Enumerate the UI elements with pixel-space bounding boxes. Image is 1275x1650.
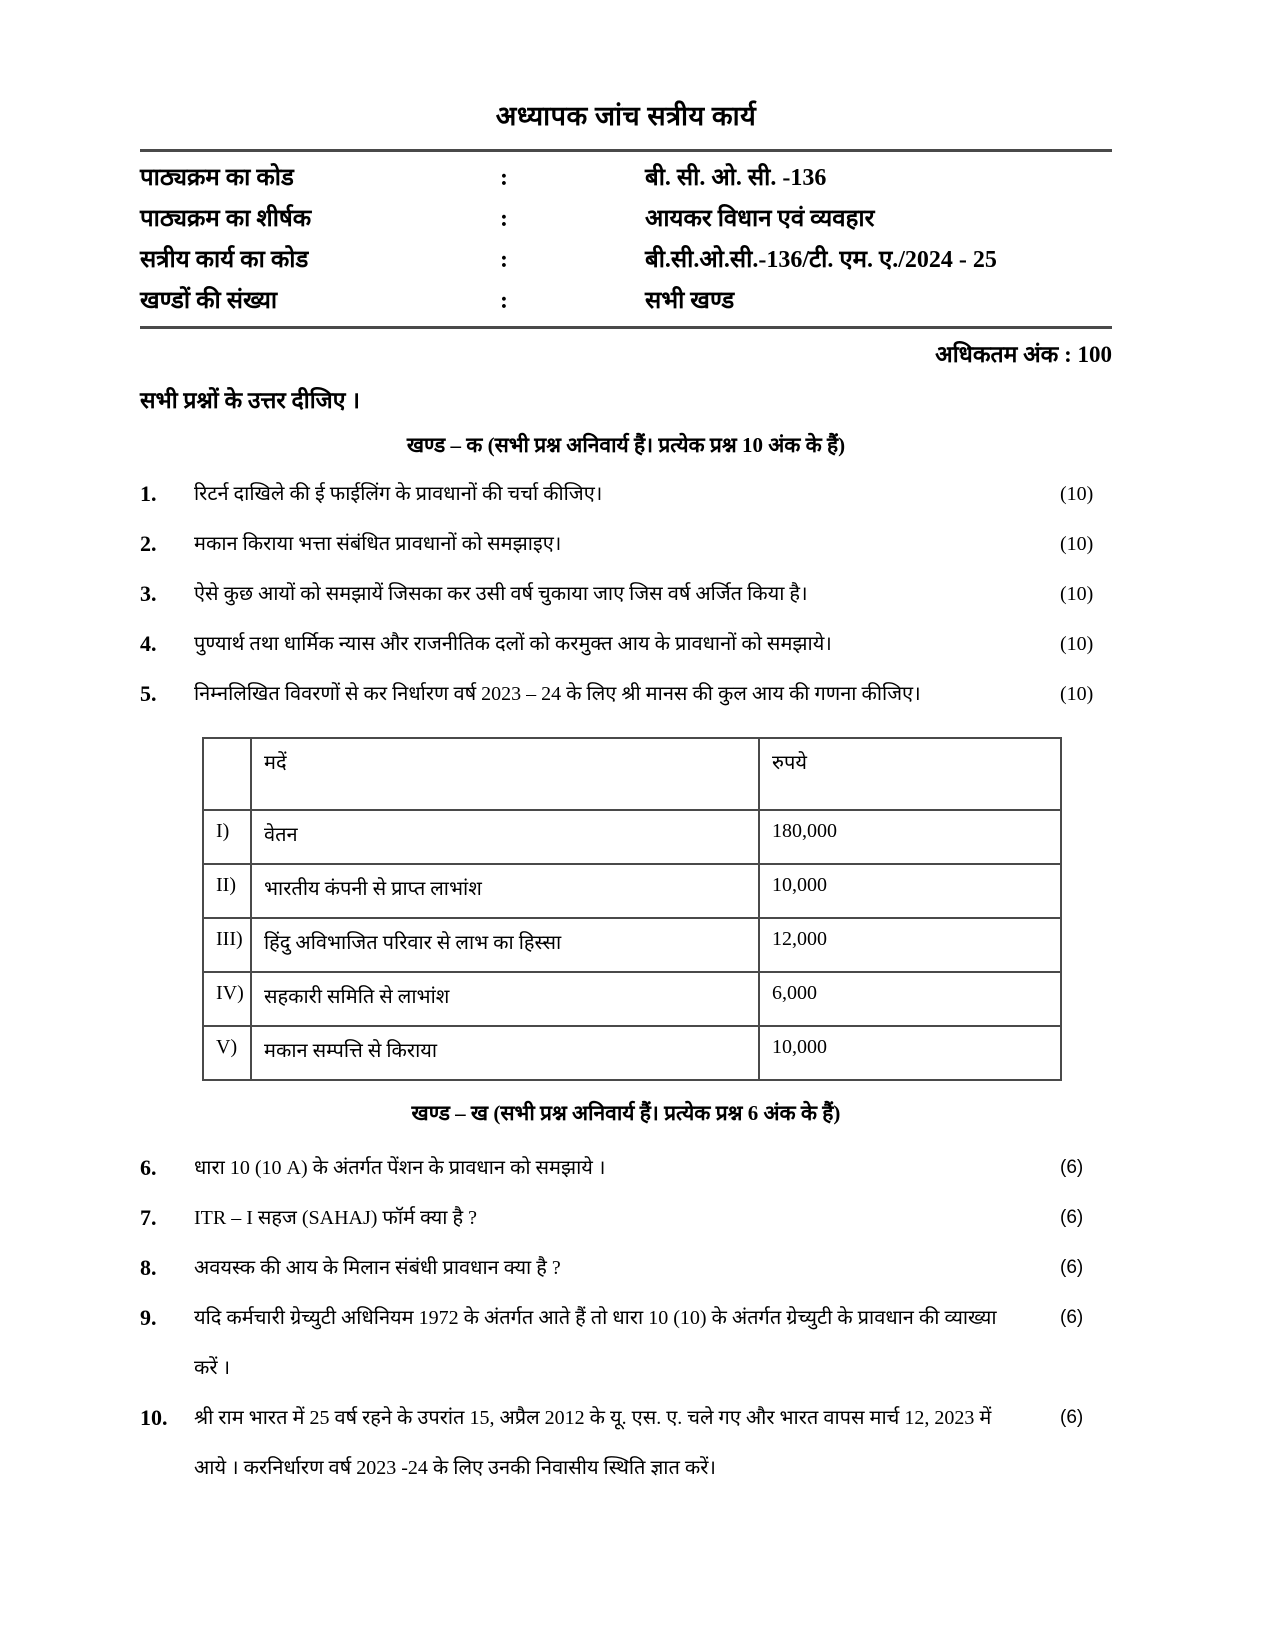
course-info-row	[140, 242, 1112, 283]
row-item: सहकारी समिति से लाभांश	[251, 972, 759, 1026]
row-amount: 180,000	[759, 810, 1061, 864]
question-number: 6.	[140, 1155, 157, 1180]
question-marks: (6)	[1060, 1207, 1084, 1228]
question-row-1	[140, 469, 1112, 519]
row-item: वेतन	[251, 810, 759, 864]
question-text: यदि कर्मचारी ग्रेच्युटी अधिनियम 1972 के अंतर्गत आते हैं तो धारा 10 (10) के अंतर्गत ग्रेच्युटी के प्रावधान की व्याख्या करें ।	[194, 1307, 997, 1379]
question-row-3	[140, 569, 1112, 619]
items-column-header: मदें	[251, 738, 759, 810]
row-serial: V)	[203, 1026, 251, 1080]
income-table-header-row	[203, 738, 1061, 810]
assignment-code-value: बी.सी.ओ.सी.-136/टी. एम. ए./2024 - 25	[645, 247, 997, 273]
row-amount: 12,000	[759, 918, 1061, 972]
question-row-4	[140, 619, 1112, 669]
question-marks: (10)	[1060, 683, 1094, 705]
question-row-6	[140, 1143, 1112, 1193]
question-text: अवयस्क की आय के मिलान संबंधी प्रावधान क्या है ?	[194, 1257, 561, 1279]
question-text: मकान किराया भत्ता संबंधित प्रावधानों को समझाइए।	[194, 533, 562, 555]
course-code-value: बी. सी. ओ. सी. -136	[645, 165, 827, 191]
question-marks: (10)	[1060, 583, 1094, 605]
question-text: ITR – I सहज (SAHAJ) फॉर्म क्या है ?	[194, 1207, 477, 1229]
course-info-block	[140, 152, 1112, 326]
question-marks: (6)	[1060, 1407, 1084, 1428]
course-info-row	[140, 283, 1112, 324]
page-content	[140, 96, 1112, 1493]
course-info-row	[140, 160, 1112, 201]
row-item: भारतीय कंपनी से प्राप्त लाभांश	[251, 864, 759, 918]
page-title: अध्यापक जांच सत्रीय कार्य	[495, 101, 757, 131]
assignment-code-label: सत्रीय कार्य का कोड	[140, 247, 309, 273]
question-marks: (6)	[1060, 1157, 1084, 1178]
question-text: पुण्यार्थ तथा धार्मिक न्यास और राजनीतिक दलों को करमुक्त आय के प्रावधानों को समझाये।	[194, 633, 832, 655]
table-row	[203, 864, 1061, 918]
question-number: 5.	[140, 681, 157, 706]
row-amount: 10,000	[759, 1026, 1061, 1080]
question-row-5	[140, 669, 1112, 719]
question-number: 8.	[140, 1255, 157, 1280]
table-row	[203, 918, 1061, 972]
course-title-separator: :	[500, 206, 508, 232]
row-serial: IV)	[203, 972, 251, 1026]
max-marks-text: अधिकतम अंक : 100	[935, 342, 1112, 367]
question-number: 9.	[140, 1305, 157, 1330]
question-number: 2.	[140, 531, 157, 556]
serial-column-header	[203, 738, 251, 810]
question-number: 3.	[140, 581, 157, 606]
rupees-column-header: रुपये	[759, 738, 1061, 810]
question-text: निम्नलिखित विवरणों से कर निर्धारण वर्ष 2023 – 24 के लिए श्री मानस की कुल आय की गणना कीजिए।	[194, 683, 921, 705]
sections-count-label: खण्डों की संख्या	[140, 288, 278, 314]
section-b-question-list	[140, 1143, 1112, 1493]
question-text: श्री राम भारत में 25 वर्ष रहने के उपरांत 15, अप्रैल 2012 के यू. एस. ए. चले गए और भारत वापस मार्च 12, 2023 में आये । करनिर्धारण वर्ष 2023 -24 के लिए उनकी निवासीय स्थिति ज्ञात करें।	[194, 1407, 992, 1479]
question-text: ऐसे कुछ आयों को समझायें जिसका कर उसी वर्ष चुकाया जाए जिस वर्ष अर्जित किया है।	[194, 583, 808, 605]
table-row	[203, 1026, 1061, 1080]
course-code-label: पाठ्यक्रम का कोड	[140, 165, 294, 191]
question-number: 4.	[140, 631, 157, 656]
row-serial: II)	[203, 864, 251, 918]
course-title-label: पाठ्यक्रम का शीर्षक	[140, 206, 312, 232]
question-row-2	[140, 519, 1112, 569]
question-row-8	[140, 1243, 1112, 1293]
course-info-row	[140, 201, 1112, 242]
row-amount: 10,000	[759, 864, 1061, 918]
question-text: रिटर्न दाखिले की ई फाईलिंग के प्रावधानों की चर्चा कीजिए।	[194, 483, 603, 505]
question-marks: (10)	[1060, 483, 1094, 505]
course-code-separator: :	[500, 165, 508, 191]
assignment-code-separator: :	[500, 247, 508, 273]
question-marks: (10)	[1060, 633, 1094, 655]
question-row-10	[140, 1393, 1112, 1493]
section-a-question-list	[140, 469, 1112, 719]
answer-all-instruction: सभी प्रश्नों के उत्तर दीजिए ।	[140, 388, 360, 413]
section-a-heading: खण्ड – क (सभी प्रश्न अनिवार्य हैं। प्रत्येक प्रश्न 10 अंक के हैं)	[406, 433, 846, 457]
sections-count-value: सभी खण्ड	[645, 288, 735, 314]
table-row	[203, 810, 1061, 864]
question-row-9	[140, 1293, 1112, 1393]
question-marks: (6)	[1060, 1257, 1084, 1278]
table-row	[203, 972, 1061, 1026]
income-table-container	[140, 719, 1112, 1085]
question-row-7	[140, 1193, 1112, 1243]
course-title-value: आयकर विधान एवं व्यवहार	[645, 206, 875, 232]
question-number: 7.	[140, 1205, 157, 1230]
row-amount: 6,000	[759, 972, 1061, 1026]
question-marks: (6)	[1060, 1307, 1084, 1328]
income-details-table	[202, 737, 1062, 1081]
section-b-heading: खण्ड – ख (सभी प्रश्न अनिवार्य हैं। प्रत्येक प्रश्न 6 अंक के हैं)	[411, 1101, 841, 1125]
row-serial: I)	[203, 810, 251, 864]
question-text: धारा 10 (10 A) के अंतर्गत पेंशन के प्रावधान को समझाये ।	[194, 1157, 606, 1179]
row-serial: III)	[203, 918, 251, 972]
question-marks: (10)	[1060, 533, 1094, 555]
question-number: 10.	[140, 1405, 168, 1430]
row-item: मकान सम्पत्ति से किराया	[251, 1026, 759, 1080]
row-item: हिंदु अविभाजित परिवार से लाभ का हिस्सा	[251, 918, 759, 972]
question-number: 1.	[140, 481, 157, 506]
sections-count-separator: :	[500, 288, 508, 314]
